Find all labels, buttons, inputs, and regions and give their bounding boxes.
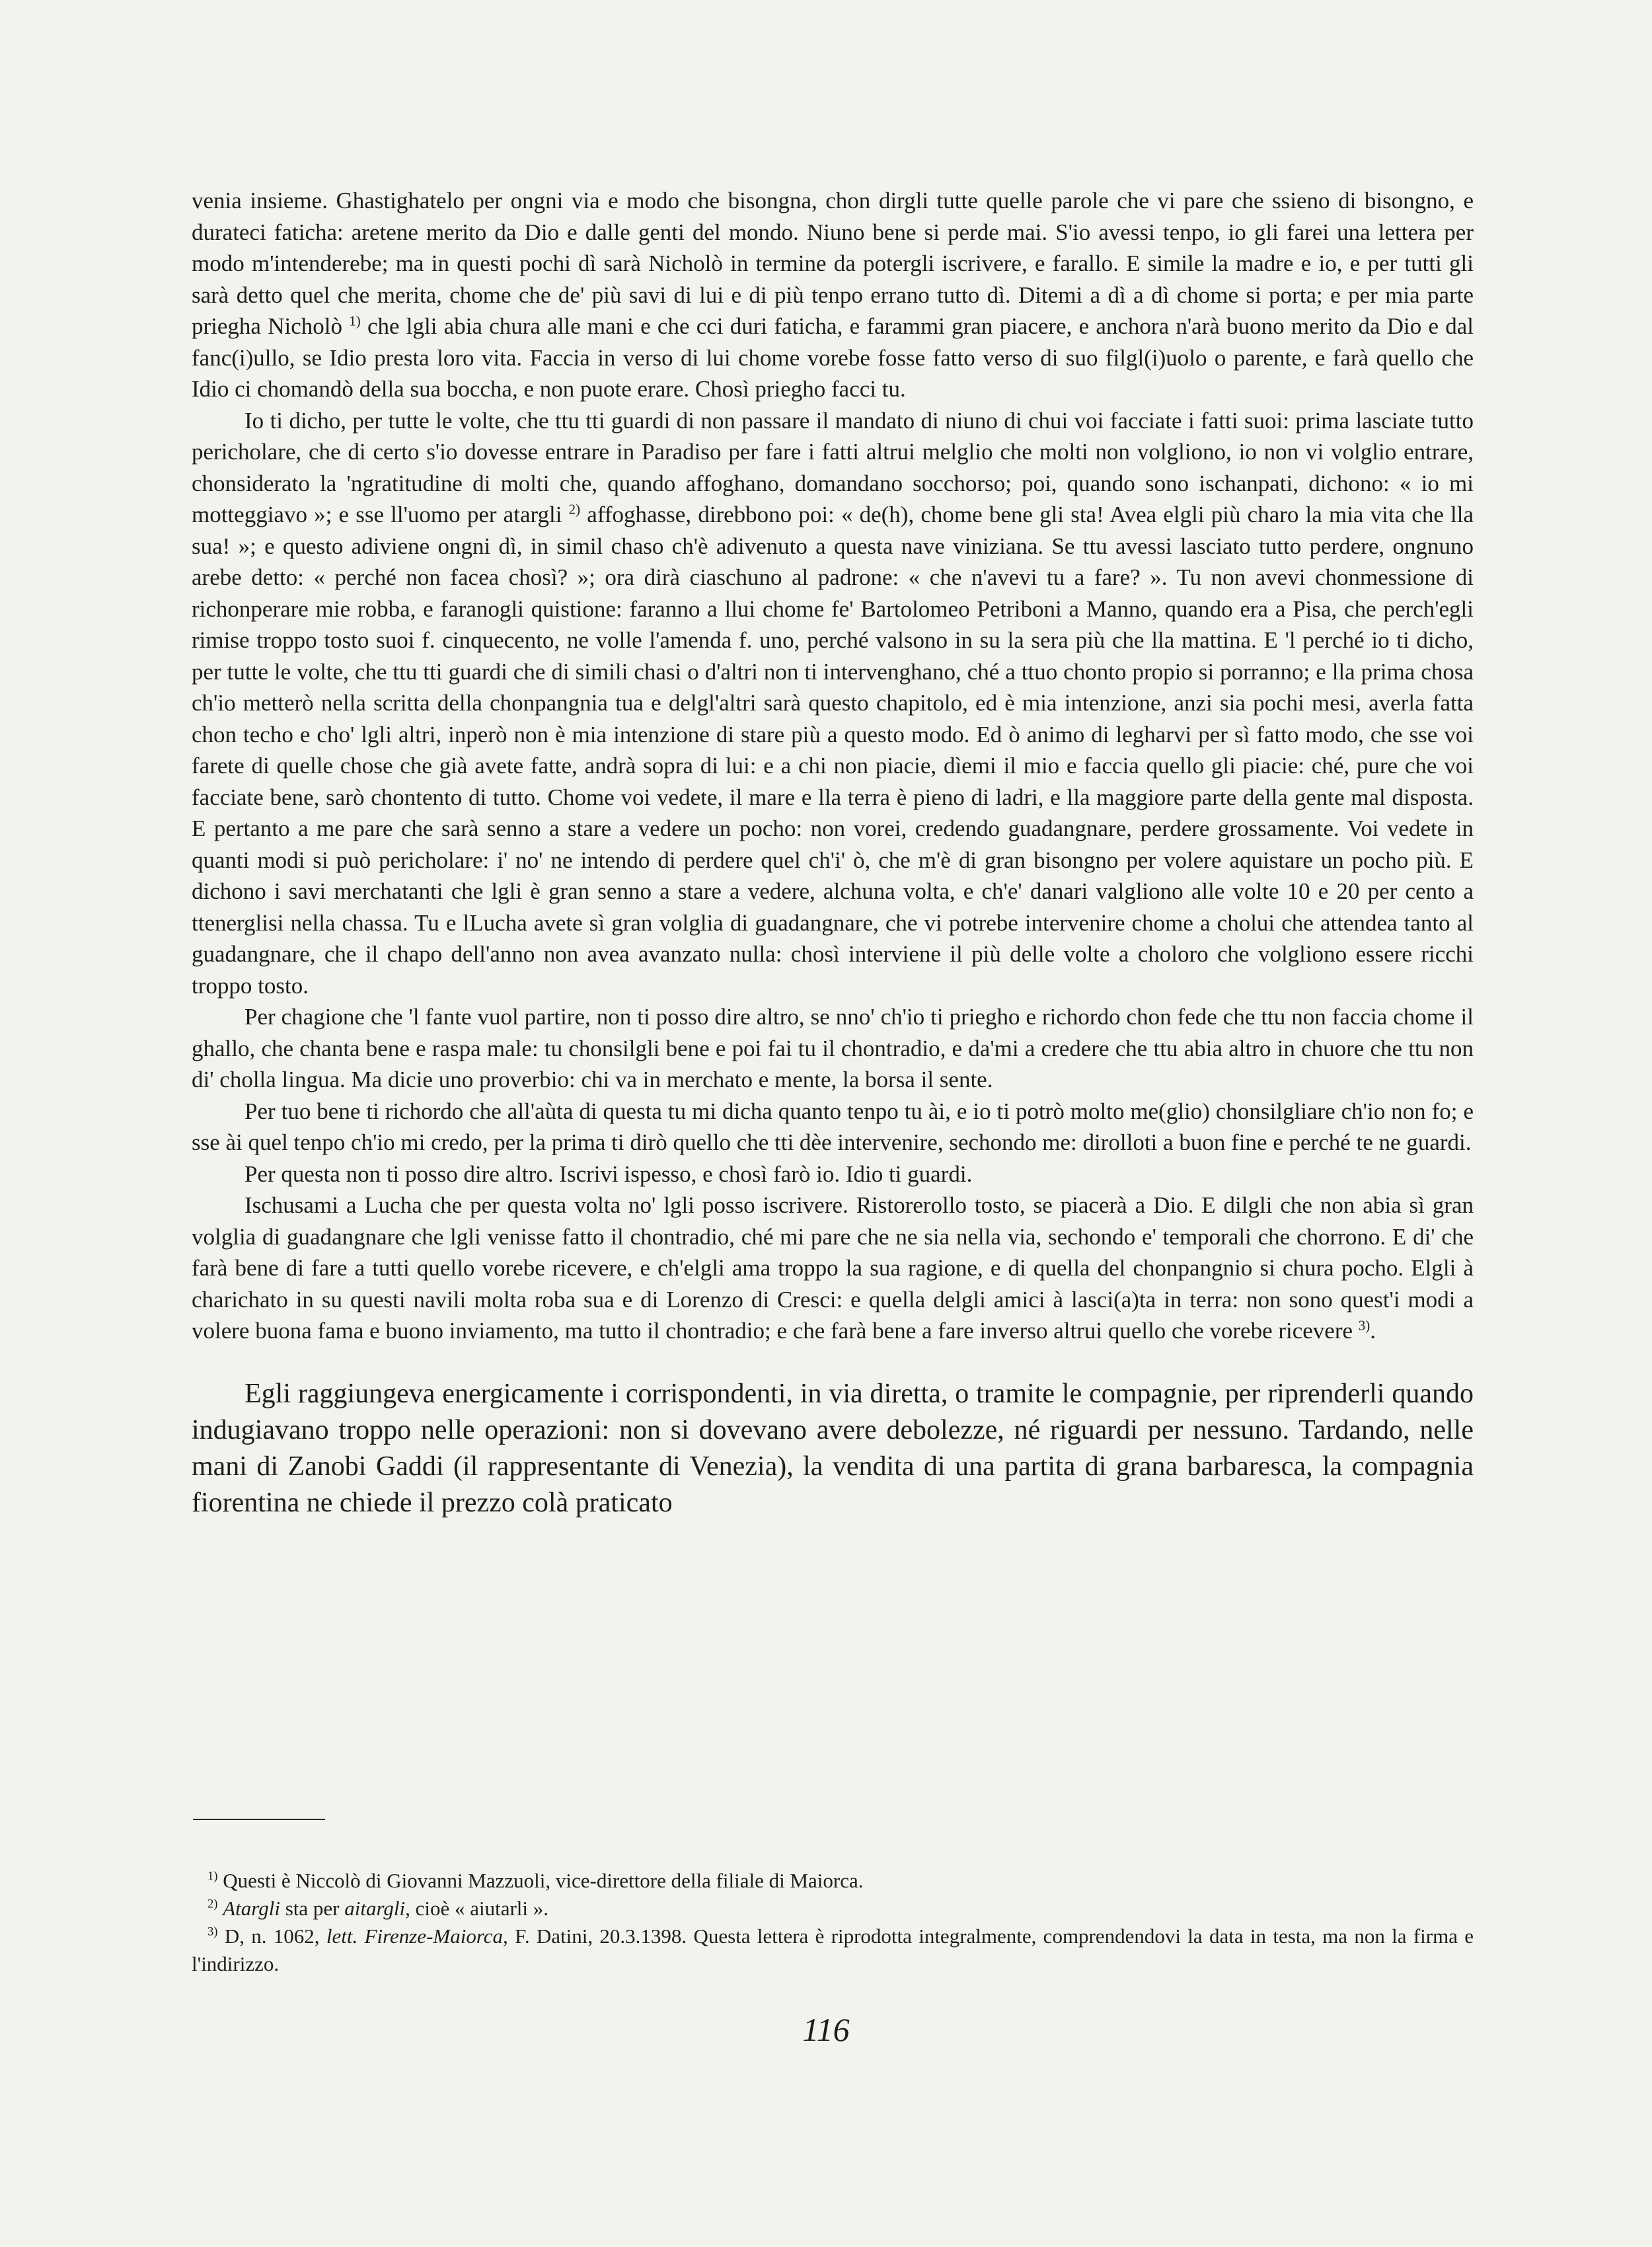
body-text xyxy=(192,185,1474,1521)
narrative-paragraph: Egli raggiungeva energicamente i corrispondenti, in via diretta, o tramite le compagnie, per riprenderli quando indugiavano troppo nelle operazioni: non si dovevano avere debolezze, né riguardi per nessuno. Tardando, nelle mani di Zanobi Gaddi (il rappresentante di Venezia), la vendita di una partita di grana barbaresca, la compagnia fiorentina ne chiede il prezzo colà praticato xyxy=(192,1378,1474,1518)
footnote-3: $^{3)}$ D, n. 1062, lett. Firenze-Maiorca, F. Datini, 20.3.1398. Questa lettera è riprodotta integralmente, comprendendovi la data in testa, ma non la firma e l'indirizzo. xyxy=(192,1924,1474,1975)
narrative-text xyxy=(192,1376,1474,1521)
letter-paragraph-4: Per tuo bene ti richordo che all'aùta di questa tu mi dicha quanto tenpo tu ài, e io ti potrò molto me(glio) chonsilgliare ch'io non fo; e sse ài quel tenpo ch'io mi credo, per la prima ti dirò quello che tti dèe intervenire, sechondo me: dirolloti a buon fine e perché te ne guardi. xyxy=(192,1098,1474,1155)
letter-paragraph-5: Per questa non ti posso dire altro. Iscrivi ispesso, e chosì farò io. Idio ti guardi. xyxy=(244,1161,973,1187)
letter-paragraph-3: Per chagione che 'l fante vuol partire, non ti posso dire altro, se nno' ch'io ti priegho e richordo chon fede che ttu non faccia chome il ghallo, che chanta bene e raspa male: tu chonsilgli bene e poi fai tu il chontradio, e da'mi a credere che ttu abia altro in chuore che ttu non di' cholla lingua. Ma dicie uno proverbio: chi va in merchato e mente, la borsa il sente. xyxy=(192,1004,1474,1092)
footnote-1: $^{1)}$ Questi è Niccolò di Giovanni Mazzuoli, vice-direttore della filiale di Maiorca. xyxy=(207,1869,864,1892)
letter-quotation xyxy=(192,185,1474,1347)
letter-paragraph-6: Ischusami a Lucha che per questa volta no' lgli posso iscrivere. Ristorerollo tosto, se piacerà a Dio. E dilgli che non abia sì gran volglia di guadangnare che lgli venisse fatto il chontradio, ché mi pare che ne sia nella via, sechondo e' temporali che chorrono. E di' che farà bene di fare a tutti quello vorebe ricevere, e ch'elgli ama troppo la sua ragione, e di quella del chonpangnio si chura pocho. Elgli à charichato in su questi navili molta roba sua e di Lorenzo di Cresci: e quella delgli amici à lasci(a)ta in terra: non sono quest'i modi a volere buona fama e buono inviamento, ma tutto il chontradio; e che farà bene a fare inverso altrui quello che vorebe ricevere $^{3)}$. xyxy=(192,1192,1474,1344)
page-number: 116 xyxy=(802,2011,850,2048)
footnotes xyxy=(192,1867,1474,1978)
letter-paragraph-2: Io ti dicho, per tutte le volte, che ttu tti guardi di non passare il mandato di niuno di chui voi facciate i fatti suoi: prima lasciate tutto pericholare, che di certo s'io dovesse entrare in Paradiso per fare i fatti altrui melglio che molti non volgliono, io non vi volglio entrare, chonsiderato la 'ngratitudine di molti che, quando affoghano, domandano socchorso; poi, quando sono ischanpati, dichono: « io mi motteggiavo »; e sse ll'uomo per atargli $^{2)}$ affoghasse, direbbono poi: « de(h), chome bene gli sta! Avea elgli più charo la mia vita che lla sua! »; e questo adiviene ongni dì, in simil chaso ch'è adivenuto a questa nave viniziana. Se ttu avessi lasciato tutto perdere, ongnuno arebe detto: « perché non facea chosì? »; ora dirà ciaschuno al padrone: « che n'avevi tu a fare? ». Tu non avevi chonmessione di richonperare mie robba, e faranogli quistione: faranno a llui chome fe' Bartolomeo Petriboni a Manno, quando era a Pisa, che perch'egli rimise troppo tosto suoi f. cinquecento, ne volle l'amenda f. uno, perché valsono in su la sera più che lla mattina. E 'l perché io ti dicho, per tutte le volte, che ttu tti guardi che di simili chasi o d'altri non ti intervenghano, ché a ttuo chonto propio si porranno; e lla prima chosa ch'io metterò nella scritta della chonpangnia tua e delgl'altri sarà questo chapitolo, ed è mia intenzione, anzi sia pochi mesi, averla fatta chon techo e cho' lgli altri, inperò non è mia intenzione di stare più a questo modo. Ed ò animo di legharvi per sì fatto modo, che sse voi farete di quelle chose che già avete fatte, andrà sopra di lui: e a chi non piacie, dìemi il mio e faccia quello gli piacie: ché, pure che voi facciate bene, sarò chontento di tutto. Chome voi vedete, il mare e lla terra è pieno di ladri, e lla maggiore parte della gente mal disposta. E pertanto a me pare che sarà senno a stare a vedere un pocho: non vorei, credendo guadangnare, perdere grossamente. Voi vedete in quanti modi si può pericholare: i' no' ne intendo di perdere quel ch'i' ò, che m'è di gran bisongno per volere aquistare un pocho più. E dichono i savi merchatanti che lgli è gran senno a stare a vedere, alchuna volta, e ch'e' danari valgliono alle volte 10 e 20 per cento a ttenerglisi nella chassa. Tu e lLucha avete sì gran volglia di guadangnare, che vi potrebe intervenire chome a cholui che attendea tanto al guadangnare, che il chapo dell'anno non avea avanzato nulla: chosì interviene il più delle volte a choloro che volgliono essere ricchi troppo tosto. xyxy=(192,407,1474,999)
footnote-ref-2[interactable]: 2) xyxy=(568,501,581,517)
footnote-ref-1[interactable]: 1) xyxy=(349,313,361,329)
footnote-ref-3[interactable]: 3) xyxy=(1358,1317,1370,1334)
footnote-2: $^{2)}$ Atargli sta per aitargli, cioè « aiutarli ». xyxy=(207,1897,549,1920)
letter-paragraph-1: venia insieme. Ghastighatelo per ongni via e modo che bisongna, chon dirgli tutte quelle parole che vi pare che ssieno di bisongno, e durateci faticha: aretene merito da Dio e dalle genti del mondo. Niuno bene si perde mai. S'io avessi tenpo, io gli farei una lettera per modo m'intenderebe; ma in questi pochi dì sarà Nicholò in termine da potergli iscrivere, e farallo. E simile la madre e io, e per tutti gli sarà detto quel che merita, chome che de' più savi di lui e di più tenpo errano tutto dì. Ditemi a dì a dì chome si porta; e per mia parte priegha Nicholò $^{1)}$ che lgli abia chura alle mani e che cci duri faticha, e farammi gran piacere, e anchora n'arà buono merito da Dio e dal fanc(i)ullo, se Idio presta loro vita. Faccia in verso di lui chome vorebe fosse fatto verso di suo filgl(i)uolo o parente, e farà quello che Idio ci chomandò della sua boccha, e non puote erare. Chosì priegho facci tu. xyxy=(192,188,1474,402)
footnote-divider xyxy=(193,1819,325,1820)
